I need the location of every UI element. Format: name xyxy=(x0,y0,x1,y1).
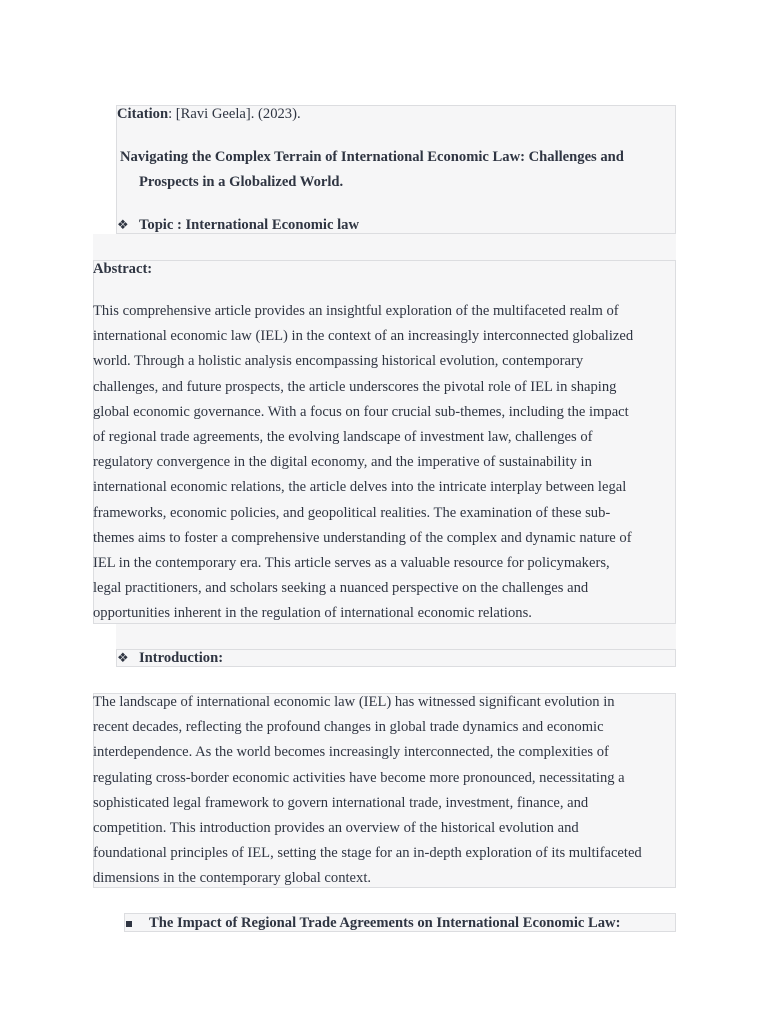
abstract-line: This comprehensive article provides an insightful exploration of the multifaceted realm of xyxy=(93,303,619,319)
introduction-line: regulating cross-border economic activities have become more pronounced, necessitating a xyxy=(93,769,625,786)
topic-line xyxy=(117,216,359,235)
subheading-text: The Impact of Regional Trade Agreements on International Economic Law: xyxy=(149,915,621,931)
abstract-heading-block xyxy=(93,234,676,261)
abstract-heading: Abstract: xyxy=(93,261,153,277)
abstract-line: legal practitioners, and scholars seeking a nuanced perspective on the challenges and xyxy=(93,580,589,597)
introduction-line: foundational principles of IEL, setting the stage for an in-depth exploration of its multifaceted xyxy=(93,845,642,862)
introduction-line: recent decades, reflecting the profound changes in global trade dynamics and economic xyxy=(93,719,604,736)
document-title-line-2: Prospects in a Globalized World. xyxy=(139,174,344,190)
introduction-line: interdependence. As the world becomes increasingly interconnected, the complexities of xyxy=(93,744,609,761)
square-bullet-icon xyxy=(126,921,132,927)
diamond-bullet-icon: ❖ xyxy=(117,218,129,233)
document-title-line-1: Navigating the Complex Terrain of International Economic Law: Challenges and xyxy=(120,149,624,165)
introduction-heading: Introduction: xyxy=(139,650,224,666)
header-block xyxy=(116,105,676,234)
abstract-line: frameworks, economic policies, and geopolitical realities. The examination of these sub- xyxy=(93,504,611,521)
citation-line xyxy=(117,105,301,123)
abstract-line: opportunities inherent in the regulation of international economic relations. xyxy=(93,605,532,622)
abstract-line: challenges, and future prospects, the article underscores the pivotal role of IEL in shaping xyxy=(93,378,617,395)
abstract-line: regulatory convergence in the digital economy, and the imperative of sustainability in xyxy=(93,454,592,471)
citation-text: : [Ravi Geela]. (2023). xyxy=(168,106,301,122)
abstract-body xyxy=(93,299,633,627)
subheading-line xyxy=(125,914,620,932)
abstract-line: IEL in the contemporary era. This article serves as a valuable resource for policymakers, xyxy=(93,555,610,572)
introduction-line: dimensions in the contemporary global context. xyxy=(93,870,372,887)
diamond-bullet-icon: ❖ xyxy=(117,651,129,666)
abstract-line: of regional trade agreements, the evolving landscape of investment law, challenges of xyxy=(93,429,593,446)
abstract-line: global economic governance. With a focus on four crucial sub-themes, including the impact xyxy=(93,403,629,420)
abstract-line: international economic relations, the article delves into the intricate interplay between legal xyxy=(93,479,627,496)
abstract-line: world. Through a holistic analysis encompassing historical evolution, contemporary xyxy=(93,353,584,370)
introduction-heading-line xyxy=(117,649,223,668)
abstract-line: themes aims to foster a comprehensive understanding of the complex and dynamic nature of xyxy=(93,529,632,546)
topic-text: Topic : International Economic law xyxy=(139,217,359,233)
introduction-body xyxy=(93,690,642,892)
introduction-line: The landscape of international economic law (IEL) has witnessed significant evolution in xyxy=(93,694,615,710)
introduction-line: sophisticated legal framework to govern international trade, investment, finance, and xyxy=(93,794,589,811)
introduction-spacer-block xyxy=(116,624,676,650)
introduction-line: competition. This introduction provides an overview of the historical evolution and xyxy=(93,820,579,837)
citation-label: Citation xyxy=(117,106,169,122)
abstract-line: international economic law (IEL) in the context of an increasingly interconnected globalized xyxy=(93,328,634,345)
